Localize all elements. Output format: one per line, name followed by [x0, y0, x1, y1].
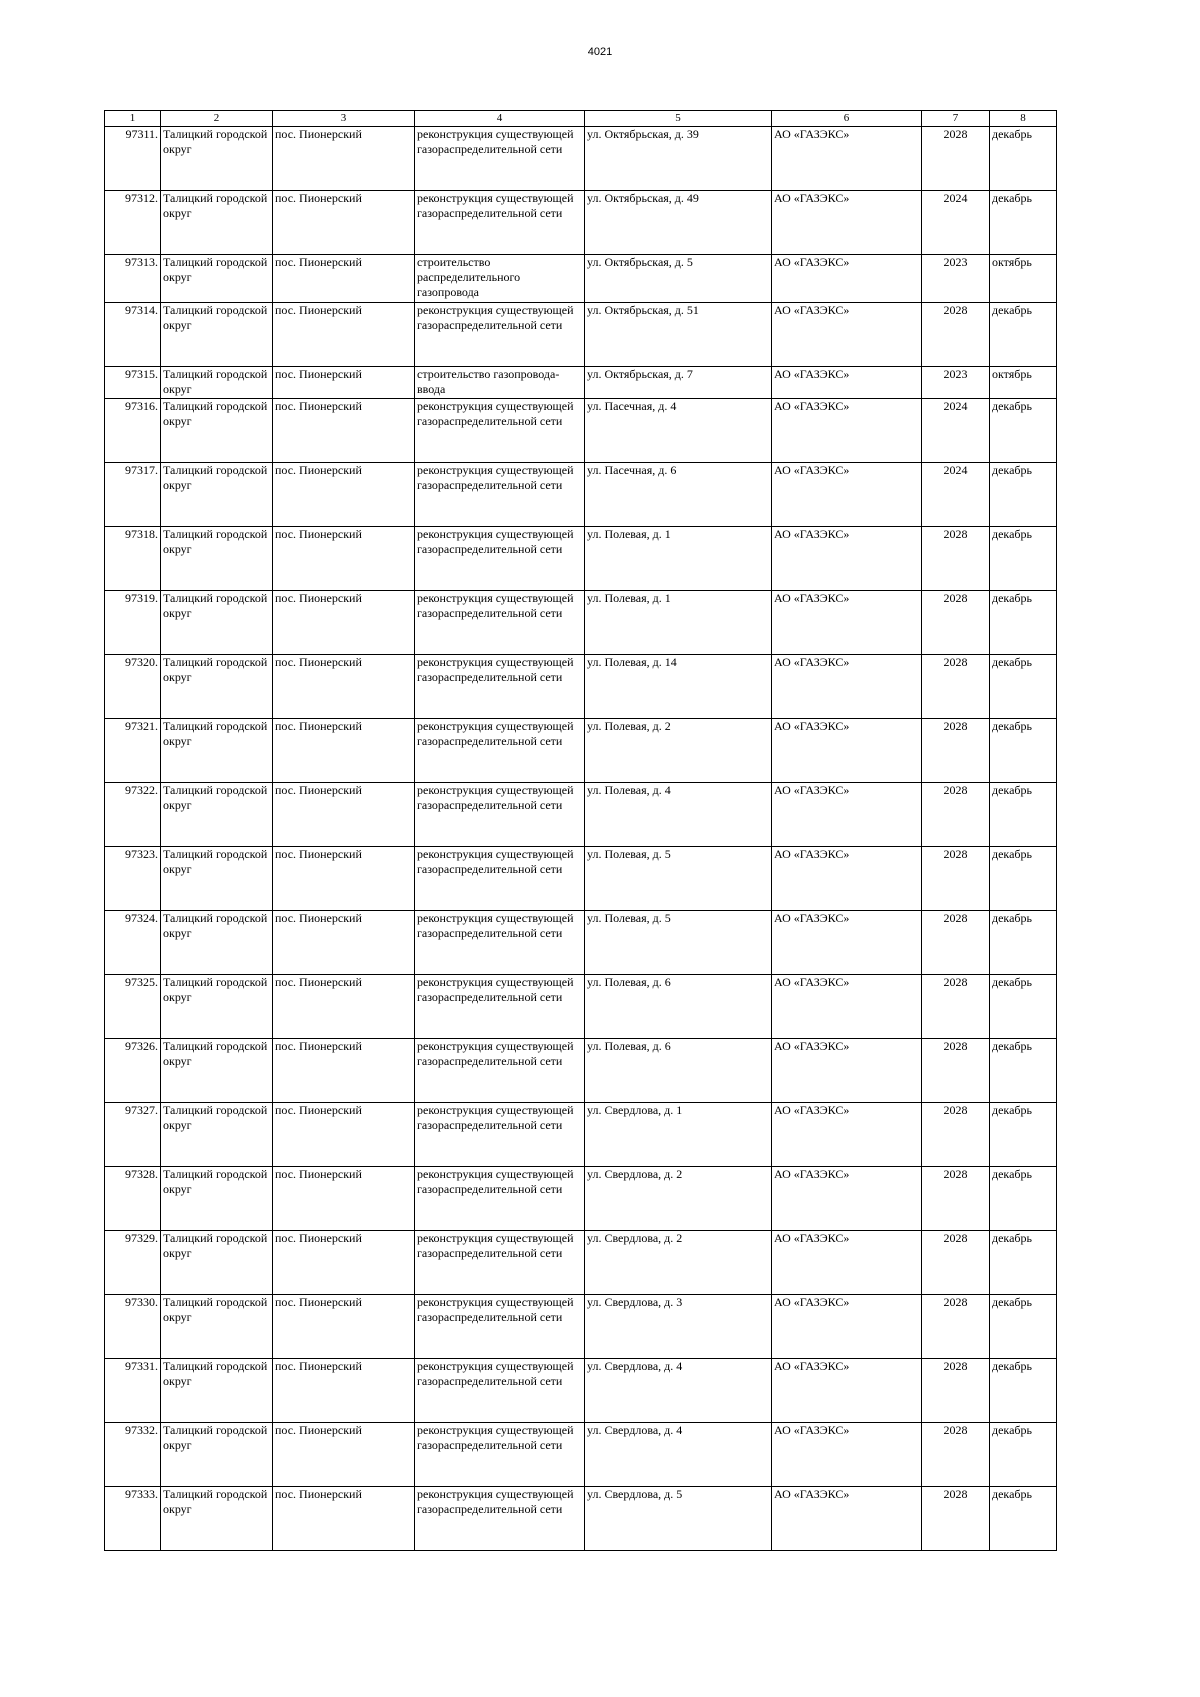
settlement-cell: пос. Пионерский	[273, 1423, 415, 1487]
settlement-cell: пос. Пионерский	[273, 655, 415, 719]
row-number-cell: 97314.	[105, 303, 161, 367]
column-header: 2	[161, 111, 273, 127]
row-number-cell: 97323.	[105, 847, 161, 911]
settlement-cell: пос. Пионерский	[273, 719, 415, 783]
organization-cell: АО «ГАЗЭКС»	[772, 1103, 922, 1167]
column-header: 6	[772, 111, 922, 127]
district-cell: Талицкий городской округ	[161, 303, 273, 367]
address-cell: ул. Полевая, д. 1	[585, 527, 772, 591]
work-type-cell: реконструкция существующей газораспределительной сети	[415, 975, 585, 1039]
row-number-cell: 97331.	[105, 1359, 161, 1423]
table-row	[105, 655, 1057, 719]
district-cell: Талицкий городской округ	[161, 1103, 273, 1167]
table-row	[105, 847, 1057, 911]
district-cell: Талицкий городской округ	[161, 367, 273, 399]
work-type-cell: реконструкция существующей газораспределительной сети	[415, 847, 585, 911]
address-cell: ул. Октябрьская, д. 7	[585, 367, 772, 399]
work-type-cell: реконструкция существующей газораспределительной сети	[415, 1039, 585, 1103]
work-type-cell: строительство газопровода-ввода	[415, 367, 585, 399]
table-row	[105, 1167, 1057, 1231]
district-cell: Талицкий городской округ	[161, 1487, 273, 1551]
row-number-cell: 97332.	[105, 1423, 161, 1487]
district-cell: Талицкий городской округ	[161, 127, 273, 191]
organization-cell: АО «ГАЗЭКС»	[772, 1231, 922, 1295]
year-cell: 2028	[922, 527, 990, 591]
year-cell: 2028	[922, 783, 990, 847]
work-type-cell: реконструкция существующей газораспределительной сети	[415, 911, 585, 975]
district-cell: Талицкий городской округ	[161, 399, 273, 463]
table-row	[105, 1103, 1057, 1167]
organization-cell: АО «ГАЗЭКС»	[772, 527, 922, 591]
work-type-cell: реконструкция существующей газораспределительной сети	[415, 1103, 585, 1167]
month-cell: декабрь	[990, 911, 1057, 975]
organization-cell: АО «ГАЗЭКС»	[772, 303, 922, 367]
settlement-cell: пос. Пионерский	[273, 255, 415, 303]
year-cell: 2028	[922, 1295, 990, 1359]
district-cell: Талицкий городской округ	[161, 1039, 273, 1103]
organization-cell: АО «ГАЗЭКС»	[772, 191, 922, 255]
address-cell: ул. Полевая, д. 1	[585, 591, 772, 655]
district-cell: Талицкий городской округ	[161, 1295, 273, 1359]
table-row	[105, 1487, 1057, 1551]
month-cell: декабрь	[990, 719, 1057, 783]
organization-cell: АО «ГАЗЭКС»	[772, 127, 922, 191]
year-cell: 2023	[922, 255, 990, 303]
organization-cell: АО «ГАЗЭКС»	[772, 1487, 922, 1551]
table-row	[105, 591, 1057, 655]
district-cell: Талицкий городской округ	[161, 847, 273, 911]
table-row	[105, 1359, 1057, 1423]
settlement-cell: пос. Пионерский	[273, 1103, 415, 1167]
year-cell: 2028	[922, 847, 990, 911]
table-row	[105, 1039, 1057, 1103]
header-row	[105, 111, 1057, 127]
district-cell: Талицкий городской округ	[161, 191, 273, 255]
table-row	[105, 367, 1057, 399]
work-type-cell: реконструкция существующей газораспределительной сети	[415, 719, 585, 783]
year-cell: 2028	[922, 655, 990, 719]
organization-cell: АО «ГАЗЭКС»	[772, 847, 922, 911]
table-row	[105, 463, 1057, 527]
month-cell: декабрь	[990, 527, 1057, 591]
row-number-cell: 97315.	[105, 367, 161, 399]
table-row	[105, 1423, 1057, 1487]
address-cell: ул. Октябрьская, д. 51	[585, 303, 772, 367]
table-row	[105, 783, 1057, 847]
year-cell: 2028	[922, 975, 990, 1039]
month-cell: декабрь	[990, 1423, 1057, 1487]
work-type-cell: реконструкция существующей газораспределительной сети	[415, 1359, 585, 1423]
table-row	[105, 127, 1057, 191]
row-number-cell: 97327.	[105, 1103, 161, 1167]
address-cell: ул. Свердлова, д. 4	[585, 1423, 772, 1487]
month-cell: октябрь	[990, 255, 1057, 303]
column-header: 8	[990, 111, 1057, 127]
month-cell: декабрь	[990, 847, 1057, 911]
work-type-cell: реконструкция существующей газораспределительной сети	[415, 1167, 585, 1231]
year-cell: 2028	[922, 591, 990, 655]
row-number-cell: 97311.	[105, 127, 161, 191]
month-cell: декабрь	[990, 399, 1057, 463]
table-row	[105, 303, 1057, 367]
address-cell: ул. Свердлова, д. 3	[585, 1295, 772, 1359]
settlement-cell: пос. Пионерский	[273, 847, 415, 911]
district-cell: Талицкий городской округ	[161, 527, 273, 591]
table-row	[105, 719, 1057, 783]
work-type-cell: реконструкция существующей газораспределительной сети	[415, 463, 585, 527]
address-cell: ул. Свердлова, д. 1	[585, 1103, 772, 1167]
settlement-cell: пос. Пионерский	[273, 1487, 415, 1551]
work-type-cell: реконструкция существующей газораспределительной сети	[415, 1231, 585, 1295]
address-cell: ул. Полевая, д. 14	[585, 655, 772, 719]
settlement-cell: пос. Пионерский	[273, 1359, 415, 1423]
month-cell: декабрь	[990, 1039, 1057, 1103]
month-cell: декабрь	[990, 783, 1057, 847]
work-type-cell: реконструкция существующей газораспределительной сети	[415, 1487, 585, 1551]
district-cell: Талицкий городской округ	[161, 1359, 273, 1423]
column-header: 3	[273, 111, 415, 127]
row-number-cell: 97316.	[105, 399, 161, 463]
year-cell: 2028	[922, 127, 990, 191]
year-cell: 2028	[922, 303, 990, 367]
table-row	[105, 527, 1057, 591]
row-number-cell: 97330.	[105, 1295, 161, 1359]
work-type-cell: реконструкция существующей газораспределительной сети	[415, 127, 585, 191]
district-cell: Талицкий городской округ	[161, 1231, 273, 1295]
district-cell: Талицкий городской округ	[161, 591, 273, 655]
table-row	[105, 975, 1057, 1039]
organization-cell: АО «ГАЗЭКС»	[772, 255, 922, 303]
settlement-cell: пос. Пионерский	[273, 191, 415, 255]
data-table	[104, 110, 1057, 1551]
month-cell: декабрь	[990, 191, 1057, 255]
table-row	[105, 1295, 1057, 1359]
address-cell: ул. Полевая, д. 2	[585, 719, 772, 783]
table-row	[105, 911, 1057, 975]
district-cell: Талицкий городской округ	[161, 911, 273, 975]
month-cell: декабрь	[990, 1487, 1057, 1551]
organization-cell: АО «ГАЗЭКС»	[772, 1167, 922, 1231]
row-number-cell: 97313.	[105, 255, 161, 303]
settlement-cell: пос. Пионерский	[273, 127, 415, 191]
column-header: 4	[415, 111, 585, 127]
organization-cell: АО «ГАЗЭКС»	[772, 1359, 922, 1423]
row-number-cell: 97324.	[105, 911, 161, 975]
month-cell: декабрь	[990, 1103, 1057, 1167]
district-cell: Талицкий городской округ	[161, 1423, 273, 1487]
settlement-cell: пос. Пионерский	[273, 911, 415, 975]
address-cell: ул. Свердлова, д. 2	[585, 1167, 772, 1231]
district-cell: Талицкий городской округ	[161, 1167, 273, 1231]
settlement-cell: пос. Пионерский	[273, 1167, 415, 1231]
address-cell: ул. Полевая, д. 6	[585, 975, 772, 1039]
district-cell: Талицкий городской округ	[161, 975, 273, 1039]
year-cell: 2028	[922, 1039, 990, 1103]
row-number-cell: 97325.	[105, 975, 161, 1039]
table-row	[105, 1231, 1057, 1295]
work-type-cell: реконструкция существующей газораспределительной сети	[415, 1295, 585, 1359]
month-cell: декабрь	[990, 1231, 1057, 1295]
year-cell: 2028	[922, 911, 990, 975]
work-type-cell: реконструкция существующей газораспределительной сети	[415, 783, 585, 847]
column-header: 1	[105, 111, 161, 127]
year-cell: 2028	[922, 1231, 990, 1295]
row-number-cell: 97317.	[105, 463, 161, 527]
work-type-cell: реконструкция существующей газораспределительной сети	[415, 527, 585, 591]
row-number-cell: 97328.	[105, 1167, 161, 1231]
address-cell: ул. Свердлова, д. 5	[585, 1487, 772, 1551]
month-cell: декабрь	[990, 591, 1057, 655]
page-number: 4021	[587, 46, 613, 58]
district-cell: Талицкий городской округ	[161, 255, 273, 303]
organization-cell: АО «ГАЗЭКС»	[772, 1039, 922, 1103]
settlement-cell: пос. Пионерский	[273, 399, 415, 463]
organization-cell: АО «ГАЗЭКС»	[772, 655, 922, 719]
settlement-cell: пос. Пионерский	[273, 1295, 415, 1359]
settlement-cell: пос. Пионерский	[273, 975, 415, 1039]
address-cell: ул. Полевая, д. 4	[585, 783, 772, 847]
organization-cell: АО «ГАЗЭКС»	[772, 399, 922, 463]
work-type-cell: строительство распределительного газопровода	[415, 255, 585, 303]
year-cell: 2028	[922, 1359, 990, 1423]
settlement-cell: пос. Пионерский	[273, 1231, 415, 1295]
settlement-cell: пос. Пионерский	[273, 783, 415, 847]
settlement-cell: пос. Пионерский	[273, 591, 415, 655]
organization-cell: АО «ГАЗЭКС»	[772, 367, 922, 399]
month-cell: декабрь	[990, 303, 1057, 367]
work-type-cell: реконструкция существующей газораспределительной сети	[415, 191, 585, 255]
district-cell: Талицкий городской округ	[161, 463, 273, 527]
work-type-cell: реконструкция существующей газораспределительной сети	[415, 591, 585, 655]
month-cell: октябрь	[990, 367, 1057, 399]
table-row	[105, 191, 1057, 255]
row-number-cell: 97312.	[105, 191, 161, 255]
settlement-cell: пос. Пионерский	[273, 367, 415, 399]
row-number-cell: 97326.	[105, 1039, 161, 1103]
settlement-cell: пос. Пионерский	[273, 463, 415, 527]
work-type-cell: реконструкция существующей газораспределительной сети	[415, 303, 585, 367]
month-cell: декабрь	[990, 463, 1057, 527]
year-cell: 2024	[922, 463, 990, 527]
organization-cell: АО «ГАЗЭКС»	[772, 463, 922, 527]
year-cell: 2024	[922, 399, 990, 463]
year-cell: 2028	[922, 719, 990, 783]
column-header: 7	[922, 111, 990, 127]
year-cell: 2028	[922, 1167, 990, 1231]
organization-cell: АО «ГАЗЭКС»	[772, 1295, 922, 1359]
address-cell: ул. Свердлова, д. 4	[585, 1359, 772, 1423]
row-number-cell: 97319.	[105, 591, 161, 655]
settlement-cell: пос. Пионерский	[273, 1039, 415, 1103]
row-number-cell: 97320.	[105, 655, 161, 719]
row-number-cell: 97333.	[105, 1487, 161, 1551]
work-type-cell: реконструкция существующей газораспределительной сети	[415, 655, 585, 719]
year-cell: 2024	[922, 191, 990, 255]
organization-cell: АО «ГАЗЭКС»	[772, 1423, 922, 1487]
address-cell: ул. Полевая, д. 5	[585, 911, 772, 975]
district-cell: Талицкий городской округ	[161, 719, 273, 783]
address-cell: ул. Свердлова, д. 2	[585, 1231, 772, 1295]
address-cell: ул. Полевая, д. 5	[585, 847, 772, 911]
table-row	[105, 399, 1057, 463]
month-cell: декабрь	[990, 127, 1057, 191]
month-cell: декабрь	[990, 1359, 1057, 1423]
year-cell: 2028	[922, 1423, 990, 1487]
row-number-cell: 97329.	[105, 1231, 161, 1295]
district-cell: Талицкий городской округ	[161, 783, 273, 847]
column-header: 5	[585, 111, 772, 127]
organization-cell: АО «ГАЗЭКС»	[772, 783, 922, 847]
address-cell: ул. Пасечная, д. 6	[585, 463, 772, 527]
month-cell: декабрь	[990, 655, 1057, 719]
row-number-cell: 97321.	[105, 719, 161, 783]
row-number-cell: 97322.	[105, 783, 161, 847]
organization-cell: АО «ГАЗЭКС»	[772, 591, 922, 655]
year-cell: 2028	[922, 1487, 990, 1551]
year-cell: 2028	[922, 1103, 990, 1167]
work-type-cell: реконструкция существующей газораспределительной сети	[415, 399, 585, 463]
organization-cell: АО «ГАЗЭКС»	[772, 911, 922, 975]
work-type-cell: реконструкция существующей газораспределительной сети	[415, 1423, 585, 1487]
month-cell: декабрь	[990, 975, 1057, 1039]
year-cell: 2023	[922, 367, 990, 399]
settlement-cell: пос. Пионерский	[273, 527, 415, 591]
month-cell: декабрь	[990, 1167, 1057, 1231]
table-body	[105, 127, 1057, 1551]
district-cell: Талицкий городской округ	[161, 655, 273, 719]
row-number-cell: 97318.	[105, 527, 161, 591]
organization-cell: АО «ГАЗЭКС»	[772, 719, 922, 783]
settlement-cell: пос. Пионерский	[273, 303, 415, 367]
organization-cell: АО «ГАЗЭКС»	[772, 975, 922, 1039]
address-cell: ул. Октябрьская, д. 5	[585, 255, 772, 303]
address-cell: ул. Октябрьская, д. 49	[585, 191, 772, 255]
address-cell: ул. Пасечная, д. 4	[585, 399, 772, 463]
month-cell: декабрь	[990, 1295, 1057, 1359]
table-row	[105, 255, 1057, 303]
address-cell: ул. Полевая, д. 6	[585, 1039, 772, 1103]
address-cell: ул. Октябрьская, д. 39	[585, 127, 772, 191]
